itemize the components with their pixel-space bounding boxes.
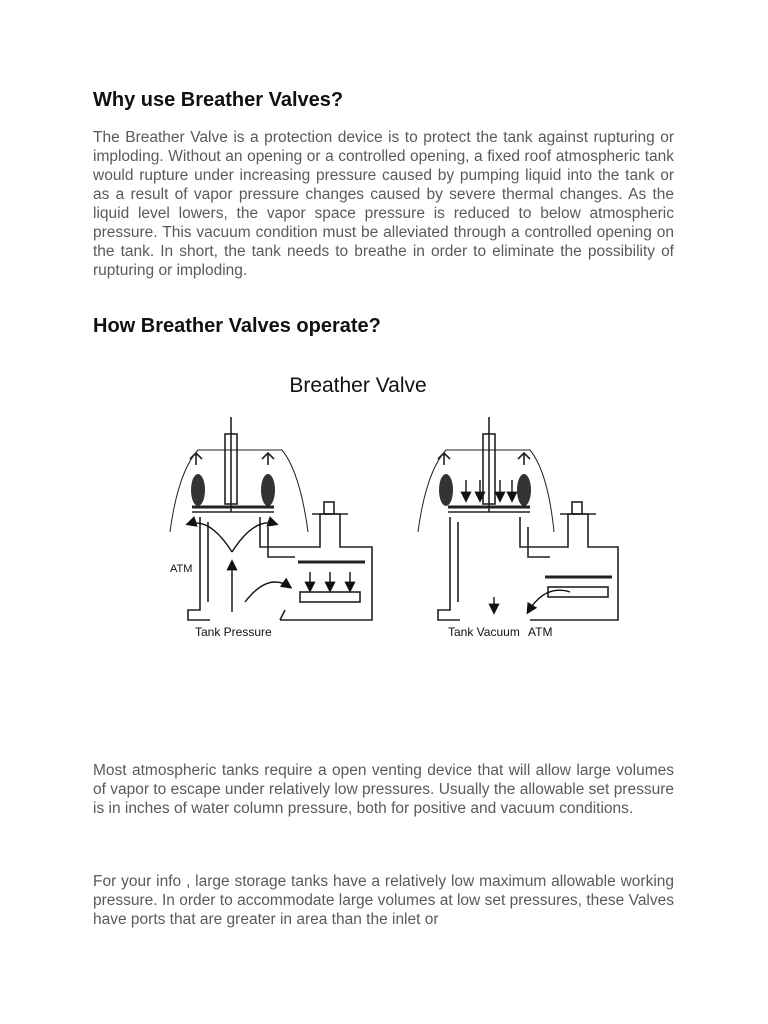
breather-valve-diagram (150, 362, 650, 652)
right-valve-drawing (418, 417, 618, 620)
left-valve-flow-arrows (188, 523, 350, 612)
heading-how-breather-valves-operate: How Breather Valves operate? (93, 315, 381, 337)
left-valve-drawing (170, 417, 372, 620)
paragraph-atmospheric-tanks: Most atmospheric tanks require a open venting device that will allow large volumes of vapor to escape under relatively low pressures. Usually the allowable set pressure is in inches of water column pressure, both for positive and vacuum conditions. (93, 762, 674, 817)
figure-title: Breather Valve (289, 374, 427, 397)
label-atm-right: ATM (528, 625, 553, 639)
heading-why-use-breather-valves: Why use Breather Valves? (93, 89, 344, 111)
right-valve-flow-arrows (466, 480, 570, 612)
paragraph-for-your-info: For your info , large storage tanks have a relatively low maximum allowable working pressure. In order to accommodate large volumes at low set pressures, these Valves have ports that are greater in area than the inlet or (93, 873, 674, 928)
label-tank-pressure: Tank Pressure (195, 625, 272, 639)
label-tank-vacuum: Tank Vacuum (448, 625, 520, 639)
paragraph-why-use: The Breather Valve is a protection device is to protect the tank against rupturing or imploding. Without an opening or a controlled opening, a fixed roof atmospheric tank would rupture under increasing pressure caused by pumping liquid into the tank or as a result of vapor pressure changes caused by severe thermal changes. As the liquid level lowers, the vapor space pressure is reduced to below atmospheric pressure. This vacuum condition must be alleviated through a controlled opening on the tank. In short, the tank needs to breathe in order to eliminate the possibility of rupturing or imploding. (93, 129, 674, 279)
label-atm-left: ATM (170, 563, 193, 575)
